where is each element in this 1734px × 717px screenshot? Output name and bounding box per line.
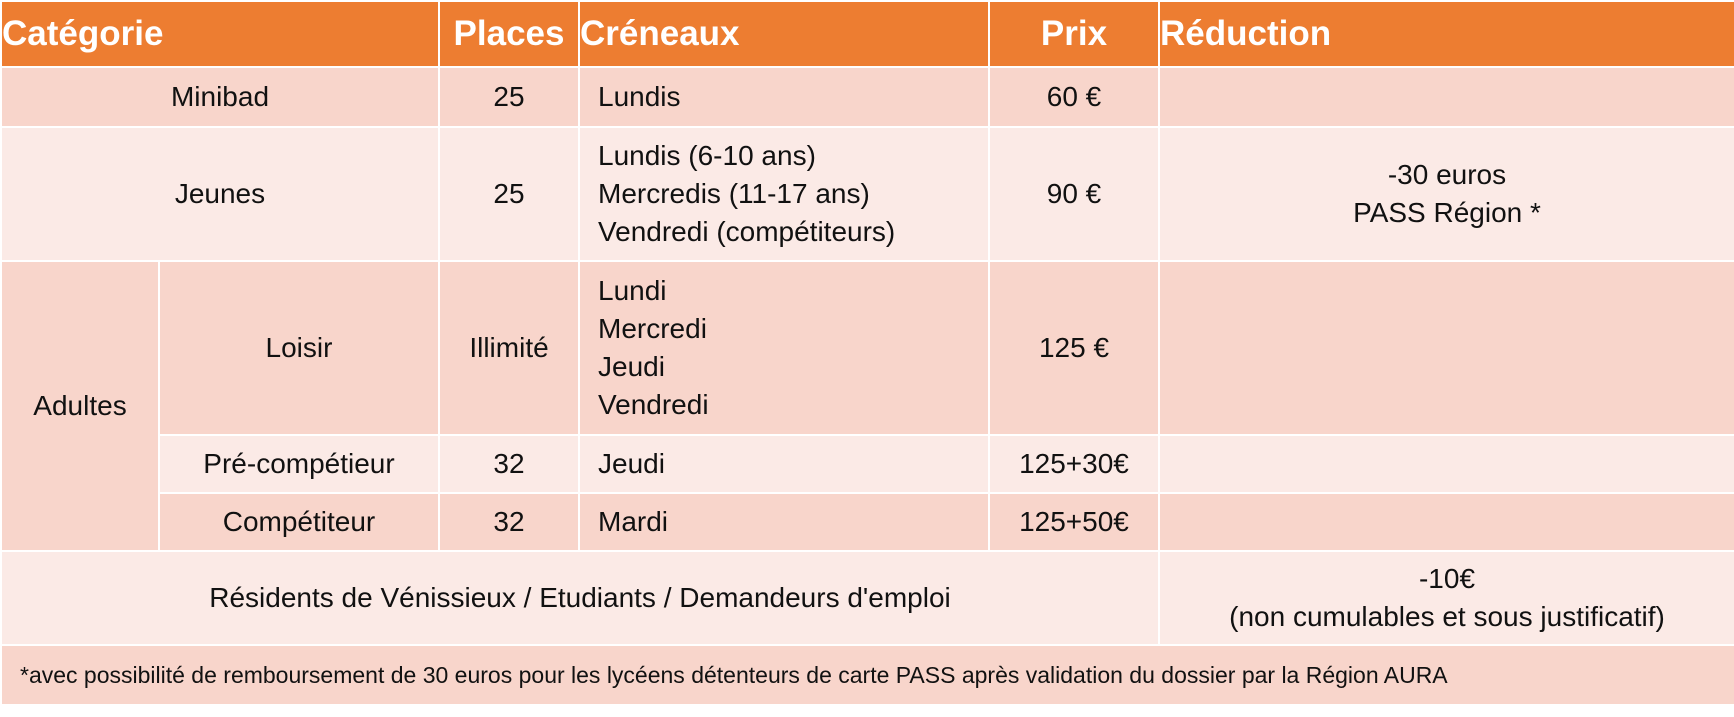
reduction-line: (non cumulables et sous justificatif) [1229, 601, 1665, 632]
cell-reduction-loisir [1159, 261, 1734, 435]
header-prix: Prix [989, 1, 1159, 67]
row-pre-competiteur [1, 435, 1734, 493]
cell-reduction-jeunes [1159, 127, 1734, 261]
cell-places-jeunes: 25 [439, 127, 579, 261]
creneau-line: Mercredis (11-17 ans) [598, 178, 870, 209]
reduction-line: -10€ [1418, 563, 1476, 594]
cell-reduction-minibad [1159, 67, 1734, 127]
creneau-line: Vendredi (compétiteurs) [598, 216, 896, 247]
footnote-row [1, 645, 1734, 705]
cell-places-competiteur: 32 [439, 493, 579, 551]
cell-prix-jeunes: 90 € [989, 127, 1159, 261]
row-minibad [1, 67, 1734, 127]
header-row [1, 1, 1734, 67]
cell-creneaux-jeunes [579, 127, 989, 261]
cell-categorie-jeunes: Jeunes [1, 127, 439, 261]
cell-creneaux-minibad: Lundis [579, 67, 989, 127]
header-categorie: Catégorie [1, 1, 439, 67]
creneau-line: Vendredi [598, 389, 709, 420]
cell-categorie-pre-competiteur: Pré-compétieur [159, 435, 439, 493]
cell-creneaux-competiteur: Mardi [579, 493, 989, 551]
row-loisir [1, 261, 1734, 435]
reduction-line: -30 euros [1387, 159, 1507, 190]
header-places: Places [439, 1, 579, 67]
cell-reduction-residents [1159, 551, 1734, 645]
cell-creneaux-pre-competiteur: Jeudi [579, 435, 989, 493]
creneau-line: Lundi [598, 275, 667, 306]
creneau-line: Jeudi [598, 351, 665, 382]
cell-places-pre-competiteur: 32 [439, 435, 579, 493]
reduction-line: PASS Région * [1353, 197, 1541, 228]
cell-prix-pre-competiteur: 125+30€ [989, 435, 1159, 493]
cell-prix-minibad: 60 € [989, 67, 1159, 127]
row-residents [1, 551, 1734, 645]
cell-prix-loisir: 125 € [989, 261, 1159, 435]
cell-places-minibad: 25 [439, 67, 579, 127]
cell-prix-competiteur: 125+50€ [989, 493, 1159, 551]
cell-places-loisir: Illimité [439, 261, 579, 435]
row-jeunes [1, 127, 1734, 261]
row-competiteur [1, 493, 1734, 551]
cell-residents-label: Résidents de Vénissieux / Etudiants / Demandeurs d'emploi [1, 551, 1159, 645]
cell-categorie-minibad: Minibad [1, 67, 439, 127]
cell-creneaux-loisir [579, 261, 989, 435]
header-reduction: Réduction [1159, 1, 1734, 67]
header-creneaux: Créneaux [579, 1, 989, 67]
cell-categorie-competiteur: Compétiteur [159, 493, 439, 551]
cell-adultes: Adultes [1, 261, 159, 551]
creneau-line: Lundis (6-10 ans) [598, 140, 816, 171]
cell-reduction-pre-competiteur [1159, 435, 1734, 493]
cell-reduction-competiteur [1159, 493, 1734, 551]
creneau-line: Mercredi [598, 313, 707, 344]
footnote: *avec possibilité de remboursement de 30 euros pour les lycéens détenteurs de carte PASS après validation du dossier par la Région AURA [1, 645, 1734, 705]
cell-categorie-loisir: Loisir [159, 261, 439, 435]
